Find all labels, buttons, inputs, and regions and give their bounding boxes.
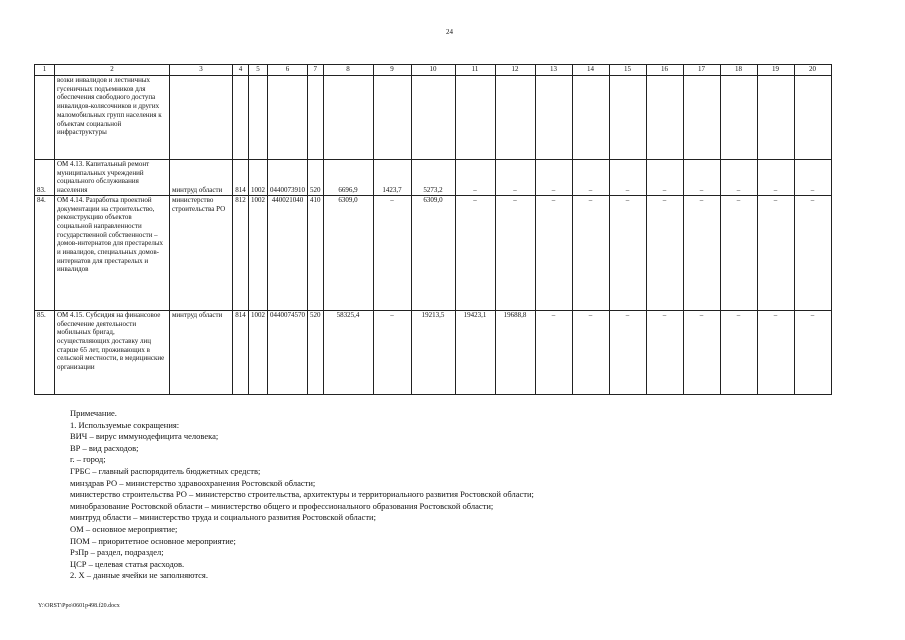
note-line: Примечание.	[70, 408, 117, 418]
col-header: 1	[35, 65, 55, 76]
table-cell-num: 84.	[35, 195, 55, 310]
table-cell-v9: 1423,7	[373, 160, 411, 196]
table-cell-v19: –	[757, 195, 794, 310]
table-cell-v15: –	[609, 195, 646, 310]
table-cell-v14	[572, 76, 609, 160]
table-cell-v15: –	[609, 310, 646, 394]
table-row	[35, 160, 832, 196]
col-header: 2	[55, 65, 170, 76]
note-line: ВИЧ – вирус иммунодефицита человека;	[70, 431, 219, 442]
table-row	[35, 310, 832, 394]
table-cell-vr: 520	[308, 160, 324, 196]
note-line: ВР – вид расходов;	[70, 442, 139, 453]
table-cell-v17: –	[683, 160, 720, 196]
table-cell-v16	[646, 76, 683, 160]
table-cell-v20	[794, 76, 831, 160]
table-cell-rzpr: 1002	[249, 160, 268, 196]
table-cell-rzpr: 1002	[249, 310, 268, 394]
table-cell-v14: –	[572, 310, 609, 394]
program-table	[34, 64, 832, 395]
table-cell-v8: 58325,4	[323, 310, 373, 394]
col-header: 15	[609, 65, 646, 76]
col-header: 17	[683, 65, 720, 76]
col-header: 9	[373, 65, 411, 76]
note-line: ЦСР – целевая статья расходов.	[70, 558, 185, 569]
note-line: минтруд области – министерство труда и социального развития Ростовской области;	[70, 512, 376, 523]
file-path-footer: Y:\ORST\Ppo\0601p498.f20.docx	[38, 603, 120, 609]
table-cell-v17: –	[683, 195, 720, 310]
col-header: 20	[794, 65, 831, 76]
table-cell-grbs_code: 814	[233, 160, 249, 196]
table-cell-v15	[609, 76, 646, 160]
table-cell-num: 85.	[35, 310, 55, 394]
note-line: минздрав РО – министерство здравоохранения Ростовской области;	[70, 477, 316, 488]
col-header: 18	[720, 65, 757, 76]
table-cell-v16: –	[646, 310, 683, 394]
table-cell-grbs: минтруд области	[170, 160, 233, 196]
col-header: 13	[535, 65, 572, 76]
table-cell-v12: 19688,8	[495, 310, 535, 394]
col-header: 4	[233, 65, 249, 76]
table-cell-v10: 5273,2	[411, 160, 455, 196]
table-cell-v13	[535, 76, 572, 160]
table-cell-v13: –	[535, 160, 572, 196]
note-line: ОМ – основное мероприятие;	[70, 523, 178, 534]
table-cell-num	[35, 76, 55, 160]
note-line: 1. Используемые сокращения:	[70, 419, 180, 430]
table-cell-v9	[373, 76, 411, 160]
note-line: г. – город;	[70, 454, 106, 465]
table-cell-v20: –	[794, 195, 831, 310]
table-cell-name: ОМ 4.13. Капитальный ремонт муниципальных учреждений социального обслуживания населения	[55, 160, 170, 196]
table-cell-csr: 440021040	[268, 195, 308, 310]
table-cell-v17	[683, 76, 720, 160]
table-cell-vr	[308, 76, 324, 160]
table-cell-csr: 0440074570	[268, 310, 308, 394]
col-header: 5	[249, 65, 268, 76]
col-header: 3	[170, 65, 233, 76]
table-cell-v13: –	[535, 195, 572, 310]
table-cell-v12: –	[495, 160, 535, 196]
header-row	[35, 65, 832, 76]
note-line: министерство строительства РО – министерство строительства, архитектуры и территориального развития Ростовской области;	[70, 489, 534, 500]
col-header: 16	[646, 65, 683, 76]
table-cell-v13: –	[535, 310, 572, 394]
table-cell-v9: –	[373, 310, 411, 394]
col-header: 14	[572, 65, 609, 76]
table-cell-grbs: минтруд области	[170, 310, 233, 394]
table-row	[35, 195, 832, 310]
col-header: 11	[455, 65, 495, 76]
table-cell-v20: –	[794, 160, 831, 196]
table-cell-csr: 0440073910	[268, 160, 308, 196]
col-header: 8	[323, 65, 373, 76]
table-cell-csr	[268, 76, 308, 160]
page-number: 24	[446, 28, 453, 36]
table-cell-v11	[455, 76, 495, 160]
table-cell-name: ОМ 4.15. Субсидия на финансовое обеспечение деятельности мобильных бригад, осуществляющих доставку лиц старше 65 лет, проживающих в сельской местности, в медицинские организации	[55, 310, 170, 394]
note-line: 2. Х – данные ячейки не заполняются.	[70, 570, 208, 581]
table-cell-rzpr	[249, 76, 268, 160]
table-cell-v19	[757, 76, 794, 160]
col-header: 7	[308, 65, 324, 76]
table-cell-v8: 6696,9	[323, 160, 373, 196]
table-cell-vr: 410	[308, 195, 324, 310]
table-cell-v16: –	[646, 160, 683, 196]
table-cell-v10: 6309,0	[411, 195, 455, 310]
table-cell-v10: 19213,5	[411, 310, 455, 394]
table-cell-name: возки инвалидов и лестничных гусеничных подъемников для обеспечения свободного доступа инвалидов-колясочников и других маломобильных групп населения к объектам социальной инфраструктуры	[55, 76, 170, 160]
table-cell-v18: –	[720, 160, 757, 196]
table-cell-v18: –	[720, 195, 757, 310]
col-header: 6	[268, 65, 308, 76]
table-cell-v10	[411, 76, 455, 160]
table-cell-v9: –	[373, 195, 411, 310]
table-cell-v19: –	[757, 160, 794, 196]
table-cell-grbs_code	[233, 76, 249, 160]
table-cell-v14: –	[572, 195, 609, 310]
note-line: ГРБС – главный распорядитель бюджетных средств;	[70, 465, 261, 476]
table-cell-v20: –	[794, 310, 831, 394]
table-cell-v18	[720, 76, 757, 160]
table-cell-v15: –	[609, 160, 646, 196]
table-cell-v11: 19423,1	[455, 310, 495, 394]
table-cell-vr: 520	[308, 310, 324, 394]
table-cell-v18: –	[720, 310, 757, 394]
table-cell-grbs: министерство строительства РО	[170, 195, 233, 310]
table-cell-v14: –	[572, 160, 609, 196]
table-cell-num: 83.	[35, 160, 55, 196]
table-cell-v11: –	[455, 195, 495, 310]
table-cell-grbs_code: 812	[233, 195, 249, 310]
table-cell-name: ОМ 4.14. Разработка проектной документации на строительство, реконструкцию объектов социальной направленности государственной собственности – домов-интернатов для престарелых и инвалидов, специальных домов-интернатов для престарелых и инвалидов	[55, 195, 170, 310]
table-cell-rzpr: 1002	[249, 195, 268, 310]
table-cell-grbs	[170, 76, 233, 160]
note-line: РзПр – раздел, подраздел;	[70, 547, 164, 558]
table-cell-v12	[495, 76, 535, 160]
table-cell-v8	[323, 76, 373, 160]
table-cell-grbs_code: 814	[233, 310, 249, 394]
note-line: ПОМ – приоритетное основное мероприятие;	[70, 535, 236, 546]
col-header: 12	[495, 65, 535, 76]
table-row	[35, 76, 832, 160]
col-header: 10	[411, 65, 455, 76]
table-cell-v12: –	[495, 195, 535, 310]
note-line: минобразование Ростовской области – министерство общего и профессионального образования Ростовской области;	[70, 500, 494, 511]
table-cell-v19: –	[757, 310, 794, 394]
table-cell-v11: –	[455, 160, 495, 196]
table-cell-v17: –	[683, 310, 720, 394]
col-header: 19	[757, 65, 794, 76]
table-cell-v16: –	[646, 195, 683, 310]
notes-block	[70, 408, 534, 582]
table-cell-v8: 6309,0	[323, 195, 373, 310]
